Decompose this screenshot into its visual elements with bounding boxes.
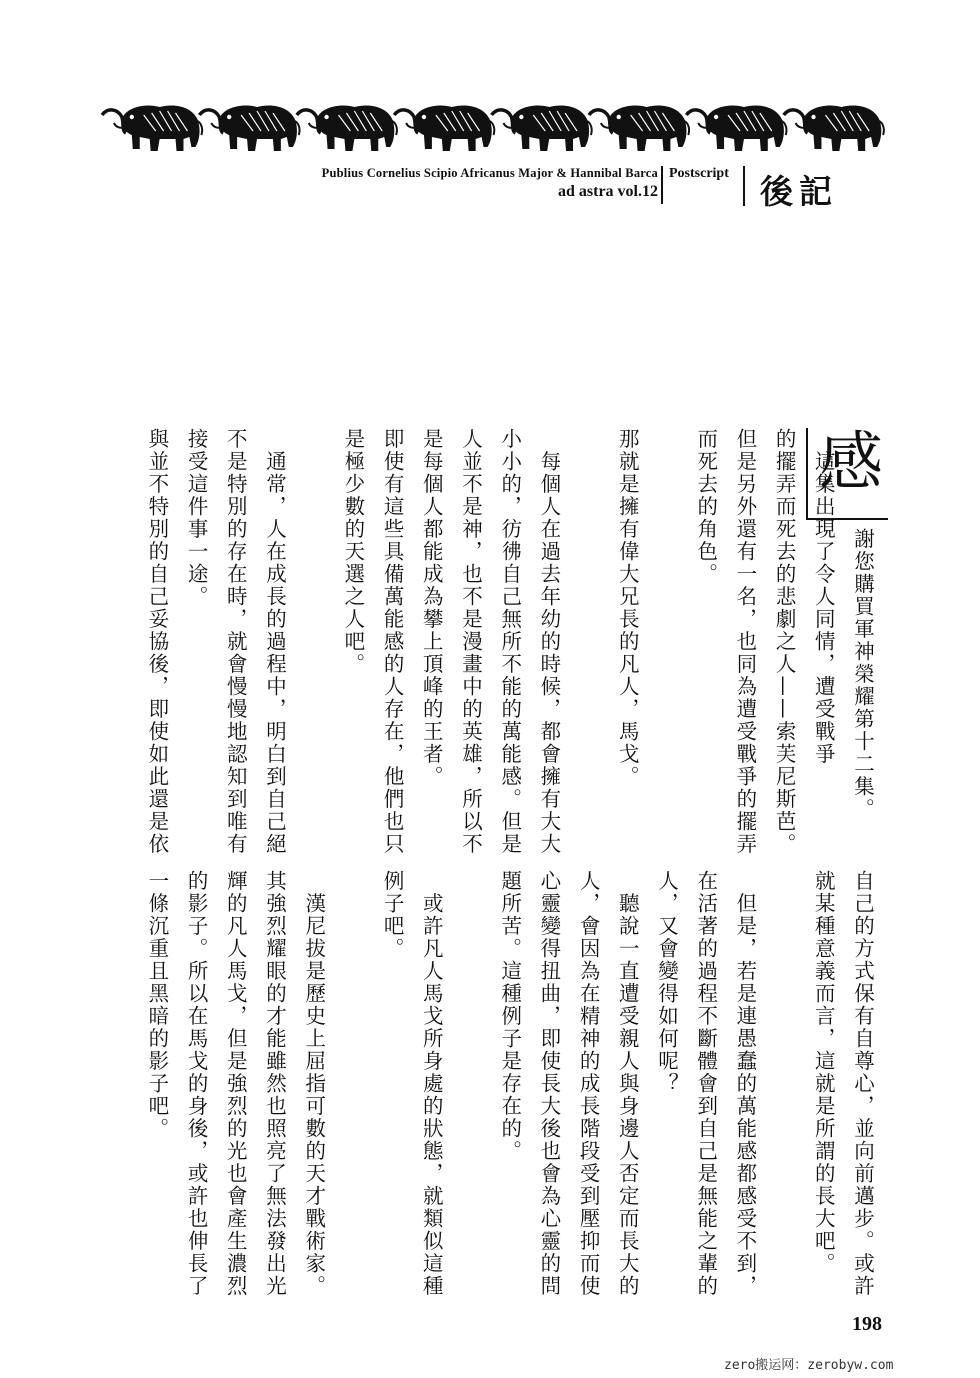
drop-character: 感 [819, 426, 883, 500]
elephant-icon [492, 106, 592, 152]
text-column: 不是特別的存在時，就會慢慢地認知到唯有 [223, 428, 248, 856]
text-column: 接受這件事一途。 [184, 428, 209, 608]
text-column: 心靈變得扭曲，即使長大後也會為心靈的問 [536, 870, 561, 1298]
text-column: 就某種意義而言，這就是所謂的長大吧。 [811, 870, 836, 1275]
volume-label: ad astra vol.12 [558, 183, 658, 200]
text-column: 那就是擁有偉大兄長的凡人，馬戈。 [615, 428, 640, 788]
text-column: 每個人在過去年幼的時候，都會擁有大大 [536, 428, 561, 856]
text-column: 在活著的過程不斷體會到自己是無能之輩的 [693, 870, 718, 1298]
elephant-icon [102, 106, 202, 152]
elephant-icon [199, 106, 299, 152]
text-column: 與並不特別的自己妥協後，即使如此還是依 [144, 428, 169, 856]
text-column: 但是，若是連愚蠢的萬能感都感受不到， [732, 870, 757, 1298]
text-column: 題所苦。這種例子是存在的。 [497, 870, 522, 1163]
elephant-icon [297, 106, 397, 152]
text-column: 例子吧。 [380, 870, 405, 960]
watermark: zero搬运网：zerobyw.com [724, 1358, 894, 1373]
text-column: 但是另外還有一名，也同為遭受戰爭的擺弄 [732, 428, 757, 856]
elephant-icon [394, 106, 494, 152]
elephant-icon [784, 106, 884, 152]
text-column: 的影子。所以在馬戈的身後，或許也伸長了 [184, 870, 209, 1298]
text-column: 漢尼拔是歷史上屈指可數的天才戰術家。 [301, 870, 326, 1298]
text-column: 這集出現了令人同情，遭受戰爭 [811, 428, 836, 766]
elephant-icon [686, 106, 786, 152]
page-number: 198 [852, 1313, 882, 1335]
text-column: 是每個人都能成為攀上頂峰的王者。 [419, 428, 444, 788]
series-title: Publius Cornelius Scipio Africanus Major & Hannibal Barca [321, 166, 658, 180]
series-heading [322, 166, 658, 201]
text-column: 輝的凡人馬戈，但是強烈的光也會產生濃烈 [223, 870, 248, 1298]
text-column: 而死去的角色。 [693, 428, 718, 586]
text-column: 其強烈耀眼的才能雖然也照亮了無法發出光 [262, 870, 287, 1298]
text-column: 一條沉重且黑暗的影子吧。 [144, 870, 169, 1140]
elephant-frieze [100, 95, 895, 157]
text-column: 是極少數的天選之人吧。 [340, 428, 365, 676]
text-column: 小小的，彷彿自己無所不能的萬能感。但是 [497, 428, 522, 856]
text-column: 人，又會變得如何呢？ [654, 870, 679, 1095]
header-divider [661, 166, 663, 204]
text-column: 的擺弄而死去的悲劇之人——索芙尼斯芭。 [772, 428, 797, 856]
text-column: 或許凡人馬戈所身處的狀態，就類似這種 [419, 870, 444, 1298]
elephant-icon [589, 106, 689, 152]
text-column: 人，會因為在精神的成長階段受到壓抑而使 [576, 870, 601, 1298]
header-divider [743, 166, 745, 206]
text-column: 即使有這些具備萬能感的人存在，他們也只 [380, 428, 405, 856]
text-column: 自己的方式保有自尊心，並向前邁步。或許 [850, 870, 875, 1298]
text-column: 謝您購買軍神榮耀第十二集。 [850, 528, 875, 821]
text-column: 通常，人在成長的過程中，明白到自己絕 [262, 428, 287, 856]
postscript-label: Postscript [669, 166, 729, 181]
text-column: 聽說一直遭受親人與身邊人否定而長大的 [615, 870, 640, 1298]
chinese-title: 後記 [760, 172, 838, 211]
text-column: 人並不是神，也不是漫畫中的英雄，所以不 [458, 428, 483, 856]
